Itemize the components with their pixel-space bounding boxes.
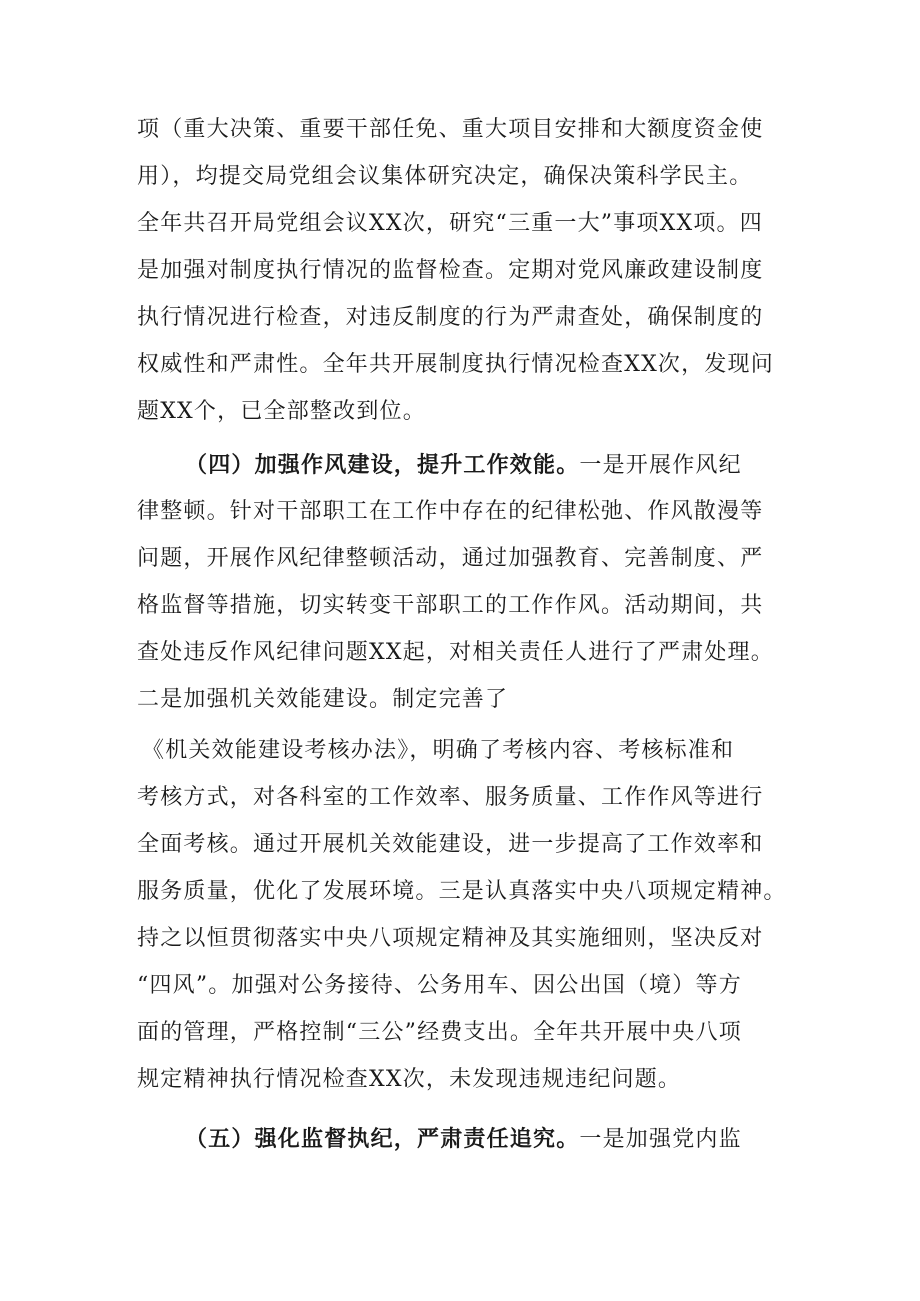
paragraph-line: 规定精神执行情况检查XX次，未发现违规违纪问题。 xyxy=(137,1067,682,1092)
paragraph-line: 二是加强机关效能建设。制定完善了 xyxy=(137,687,509,712)
paragraph-line: 全年共召开局党组会议XX次，研究“三重一大”事项XX项。四 xyxy=(137,211,763,236)
paragraph-line: 律整顿。针对干部职工在工作中存在的纪律松弛、作风散漫等 xyxy=(137,499,764,524)
paragraph-line: 查处违反作风纪律问题XX起，对相关责任人进行了严肃处理。 xyxy=(137,640,774,665)
paragraph-line: 《机关效能建设考核办法》，明确了考核内容、考核标准和 xyxy=(142,738,735,763)
paragraph-line: 题XX个，已全部整改到位。 xyxy=(137,399,426,424)
section-4-first-line xyxy=(185,450,742,481)
section-4-first-line-text: 一是开展作风纪 xyxy=(579,453,742,478)
paragraph-line: 考核方式，对各科室的工作效率、服务质量、工作作风等进行 xyxy=(137,785,764,810)
paragraph-line: 项（重大决策、重要干部任免、重大项目安排和大额度资金使 xyxy=(137,117,764,142)
paragraph-line: 问题，开展作风纪律整顿活动，通过加强教育、完善制度、严 xyxy=(137,546,764,571)
paragraph-line: 面的管理，严格控制“三公”经费支出。全年共开展中央八项 xyxy=(137,1020,742,1045)
paragraph-line: “四风”。加强对公务接待、公务用车、因公出国（境）等方 xyxy=(137,973,742,998)
section-5-heading: （五）强化监督执纪，严肃责任追究。 xyxy=(185,1126,580,1152)
paragraph-line: 全面考核。通过开展机关效能建设，进一步提高了工作效率和 xyxy=(137,832,764,857)
paragraph-line: 持之以恒贯彻落实中央八项规定精神及其实施细则，坚决反对 xyxy=(137,926,764,951)
paragraph-line: 是加强对制度执行情况的监督检查。定期对党风廉政建设制度 xyxy=(137,258,764,283)
section-5-first-line xyxy=(185,1124,742,1155)
paragraph-line: 格监督等措施，切实转变干部职工的工作作风。活动期间，共 xyxy=(137,593,764,618)
paragraph-line: 执行情况进行检查，对违反制度的行为严肃查处，确保制度的 xyxy=(137,305,764,330)
paragraph-line: 服务质量，优化了发展环境。三是认真落实中央八项规定精神。 xyxy=(137,879,787,904)
paragraph-line: 用），均提交局党组会议集体研究决定，确保决策科学民主。 xyxy=(137,164,753,189)
section-4-heading: （四）加强作风建设，提升工作效能。 xyxy=(185,452,580,478)
paragraph-line: 权威性和严肃性。全年共开展制度执行情况检查XX次，发现问 xyxy=(137,352,774,377)
section-5-first-line-text: 一是加强党内监 xyxy=(579,1127,742,1152)
